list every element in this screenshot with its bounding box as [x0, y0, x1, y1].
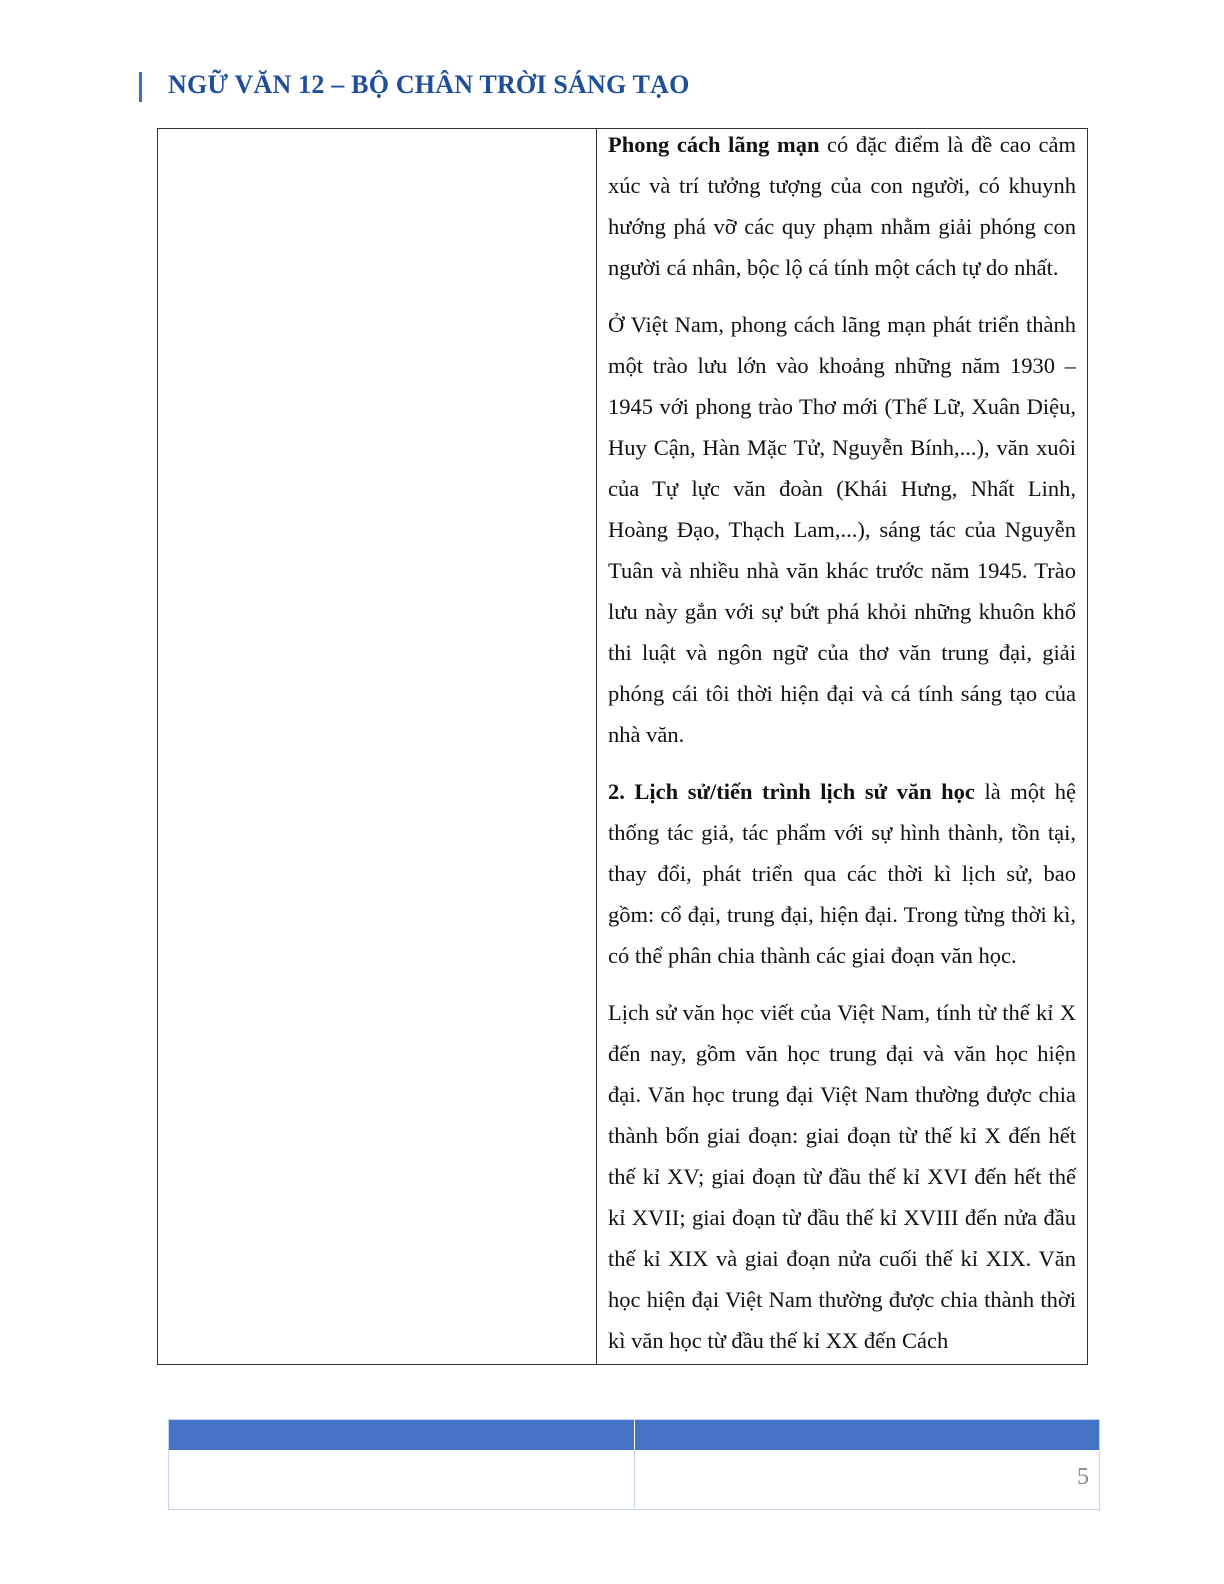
table-left-cell-empty — [158, 129, 597, 1364]
footer-body-row — [169, 1450, 1099, 1508]
paragraph-romantic-style-text: có đặc điểm là đề cao cảm xúc và trí tưởng tượng của con người, có khuynh hướng phá vỡ các quy phạm nhằm giải phóng con người cá nhân, bộc lộ cá tính một cách tự do nhất. — [608, 132, 1077, 280]
page-number: 5 — [1077, 1464, 1089, 1490]
page-header-title: NGỮ VĂN 12 – BỘ CHÂN TRỜI SÁNG TẠO — [168, 70, 690, 99]
footer-header-cell-right — [635, 1420, 1099, 1450]
term-romantic-style: Phong cách lãng mạn — [608, 132, 820, 157]
paragraph-literary-history — [608, 771, 1076, 976]
paragraph-vietnam-literary-history: Lịch sử văn học viết của Việt Nam, tính từ thế kỉ X đến nay, gồm văn học trung đại và văn học hiện đại. Văn học trung đại Việt Nam thường được chia thành bốn giai đoạn: giai đoạn từ thế kỉ X đến hết thế kỉ XV; giai đoạn từ đầu thế kỉ XVI đến hết thế kỉ XVII; giai đoạn từ đầu thế kỉ XVIII đến nửa đầu thế kỉ XIX và giai đoạn nửa cuối thế kỉ XIX. Văn học hiện đại Việt Nam thường được chia thành thời kì văn học từ đầu thế kỉ XX đến Cách — [608, 1000, 1076, 1353]
paragraph-romantic-vietnam: Ở Việt Nam, phong cách lãng mạn phát triển thành một trào lưu lớn vào khoảng những năm 1930 – 1945 với phong trào Thơ mới (Thế Lữ, Xuân Diệu, Huy Cận, Hàn Mặc Tử, Nguyễn Bính,...), văn xuôi của Tự lực văn đoàn (Khái Hưng, Nhất Linh, Hoàng Đạo, Thạch Lam,...), sáng tác của Nguyễn Tuân và nhiều nhà văn khác trước năm 1945. Trào lưu này gắn với sự bứt phá khỏi những khuôn khổ thi luật và ngôn ngữ của thơ văn trung đại, giải phóng cái tôi thời hiện đại và cá tính sáng tạo của nhà văn. — [608, 312, 1076, 747]
footer-body-cell-right — [635, 1450, 1099, 1508]
footer-table — [168, 1419, 1100, 1510]
footer-header-row — [169, 1420, 1099, 1450]
footer-body-cell-left — [169, 1450, 635, 1508]
content-table — [157, 128, 1088, 1365]
footer-header-cell-left — [169, 1420, 635, 1450]
header-accent-bar — [139, 72, 142, 102]
paragraph-romantic-style — [608, 124, 1076, 288]
term-literary-history: 2. Lịch sử/tiến trình lịch sử văn học — [608, 779, 975, 804]
table-right-cell — [597, 129, 1087, 1364]
paragraph-literary-history-text: là một hệ thống tác giả, tác phẩm với sự hình thành, tồn tại, thay đổi, phát triển qua các thời kì lịch sử, bao gồm: cổ đại, trung đại, hiện đại. Trong từng thời kì, có thể phân chia thành các giai đoạn văn học. — [608, 779, 1077, 968]
